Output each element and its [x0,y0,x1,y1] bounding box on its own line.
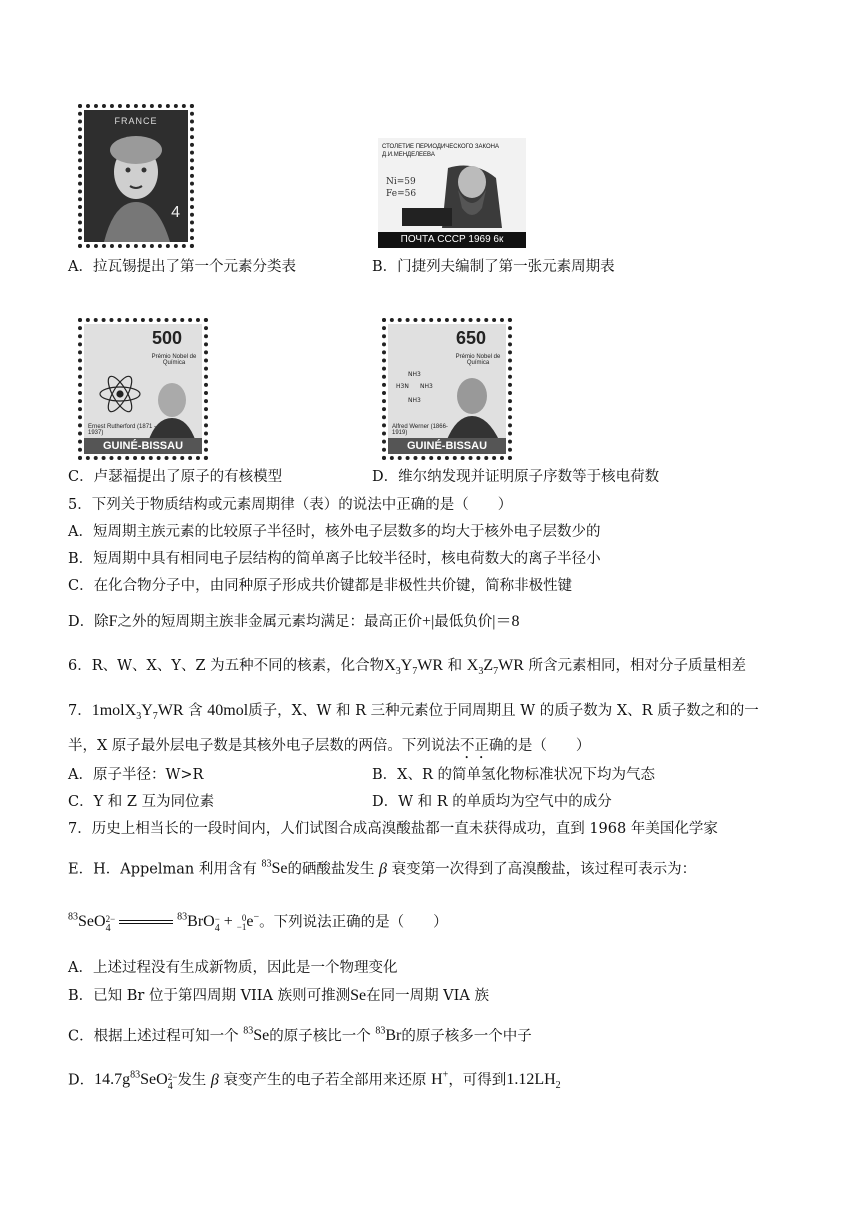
question-7a-option-c: C．Y 和 Z 互为同位素 [68,794,215,810]
svg-text:NH3: NH3 [408,397,421,404]
caption-b: B．门捷列夫编制了第一张元素周期表 [372,259,615,275]
stamp-top-text: СТОЛЕТИЕ ПЕРИОДИЧЕСКОГО ЗАКОНА [382,144,499,150]
stamp-werner-image [382,318,512,460]
question-7a-stem-line-2: 半，X 原子最外层电子数是其核外电子层数的两倍。下列说法不正确的是（ ） [68,738,591,754]
question-7a-option-a: A．原子半径：W>R [68,767,204,783]
stamp-country-text: FRANCE [114,116,158,126]
stamp-top-text-2: Д.И.МЕНДЕЛЕЕВА [382,152,435,158]
equation-arrow [119,920,173,924]
question-7b-option-d: D．$14.7g^{83}SeO$ $_{2- 4}$ 发生 β 衰变产生的电子若全部用来还原 H+，可得到$1.12LH_2$ [68,1070,561,1092]
stamp-name-text: Ernest Rutherford (1871 - 1937) [88,424,157,436]
question-7b-equation: $^{83}$SeO $_{2- 4}$ $^{83}$BrO $_{- 4}$ + 0 −1e−。下列说法正确的是（ ） [68,912,448,934]
caption-d: D．维尔纳发现并证明原子序数等于核电荷数 [372,469,660,485]
stamp-name-text: Alfred Werner (1866-1919) [392,424,448,436]
svg-text:H3N: H3N [396,383,409,390]
stamp-country-text: GUINÉ-BISSAU [388,438,506,454]
svg-text:NH3: NH3 [408,371,421,378]
question-7a-option-b: B．X、R 的简单氢化物标准状况下均为气态 [372,767,656,783]
question-7a-stem-line-1: 7．$1molX_3Y_7WR$ 含 40mol质子，X、W 和 R 三种元素位于同周期且 W 的质子数为 X、R 质子数之和的一 [68,702,759,723]
question-7a-option-d: D．W 和 R 的单质均为空气中的成分 [372,794,612,810]
stamp-prize-text: Prémio Nobel de Química [455,354,501,366]
stamp-mendeleev-image [378,138,526,248]
question-5-option-a: A．短周期主族元素的比较原子半径时，核外电子层数多的均大于核外电子层数少的 [68,524,601,540]
stamp-value-text: 4 [171,204,180,221]
stamp-bottom-text: ПОЧТА СССР 1969 6к [378,232,526,248]
stamp-lavoisier-image [78,104,194,248]
stamp-prize-text: Prémio Nobel de Química [151,354,197,366]
caption-c: C．卢瑟福提出了原子的有核模型 [68,469,283,485]
stamp-country-text: GUINÉ-BISSAU [84,438,202,454]
question-5-option-c: C．在化合物分子中，由同种原子形成共价键都是非极性共价键，简称非极性键 [68,578,573,594]
stamp-value-text: 500 [151,328,182,348]
question-6-stem: 6．R、W、X、Y、Z 为五种不同的核素，化合物$X_3Y_7WR$ 和 $X_3Z_7WR$ 所含元素相同，相对分子质量相差 [68,657,746,678]
question-5-option-d: D．除F之外的短周期主族非金属元素均满足：最高正价+|最低负价|＝8 [68,613,520,630]
svg-text:Fe=56: Fe=56 [386,189,417,199]
svg-text:NH3: NH3 [420,383,433,390]
question-7b-option-c: C．根据上述过程可知一个 $^{83}$Se的原子核比一个 $^{83}$Br的原子核多一个中子 [68,1026,532,1045]
question-7b-stem-line-2: E．H．Appelman 利用含有 $^{83}$Se的硒酸盐发生 β 衰变第一次得到了高溴酸盐，该过程可表示为： [68,859,697,878]
svg-text:Ni=59: Ni=59 [386,177,416,187]
question-5-option-b: B．短周期中具有相同电子层结构的简单离子比较半径时，核电荷数大的离子半径小 [68,551,601,567]
question-7b-option-a: A．上述过程没有生成新物质，因此是一个物理变化 [68,960,398,976]
question-5-stem: 5．下列关于物质结构或元素周期律（表）的说法中正确的是（ ） [68,497,513,513]
caption-a: A．拉瓦锡提出了第一个元素分类表 [68,259,296,275]
question-7b-option-b: B．已知 Br 位于第四周期 VIIA 族则可推测Se在同一周期 VIA 族 [68,987,489,1004]
stamp-value-text: 650 [455,328,486,348]
portrait-illustration [84,110,188,242]
question-7b-stem-line-1: 7．历史上相当长的一段时间内，人们试图合成高溴酸盐都一直未获得成功，直到 1968 年美国化学家 [68,821,718,837]
stamp-rutherford-image [78,318,208,460]
